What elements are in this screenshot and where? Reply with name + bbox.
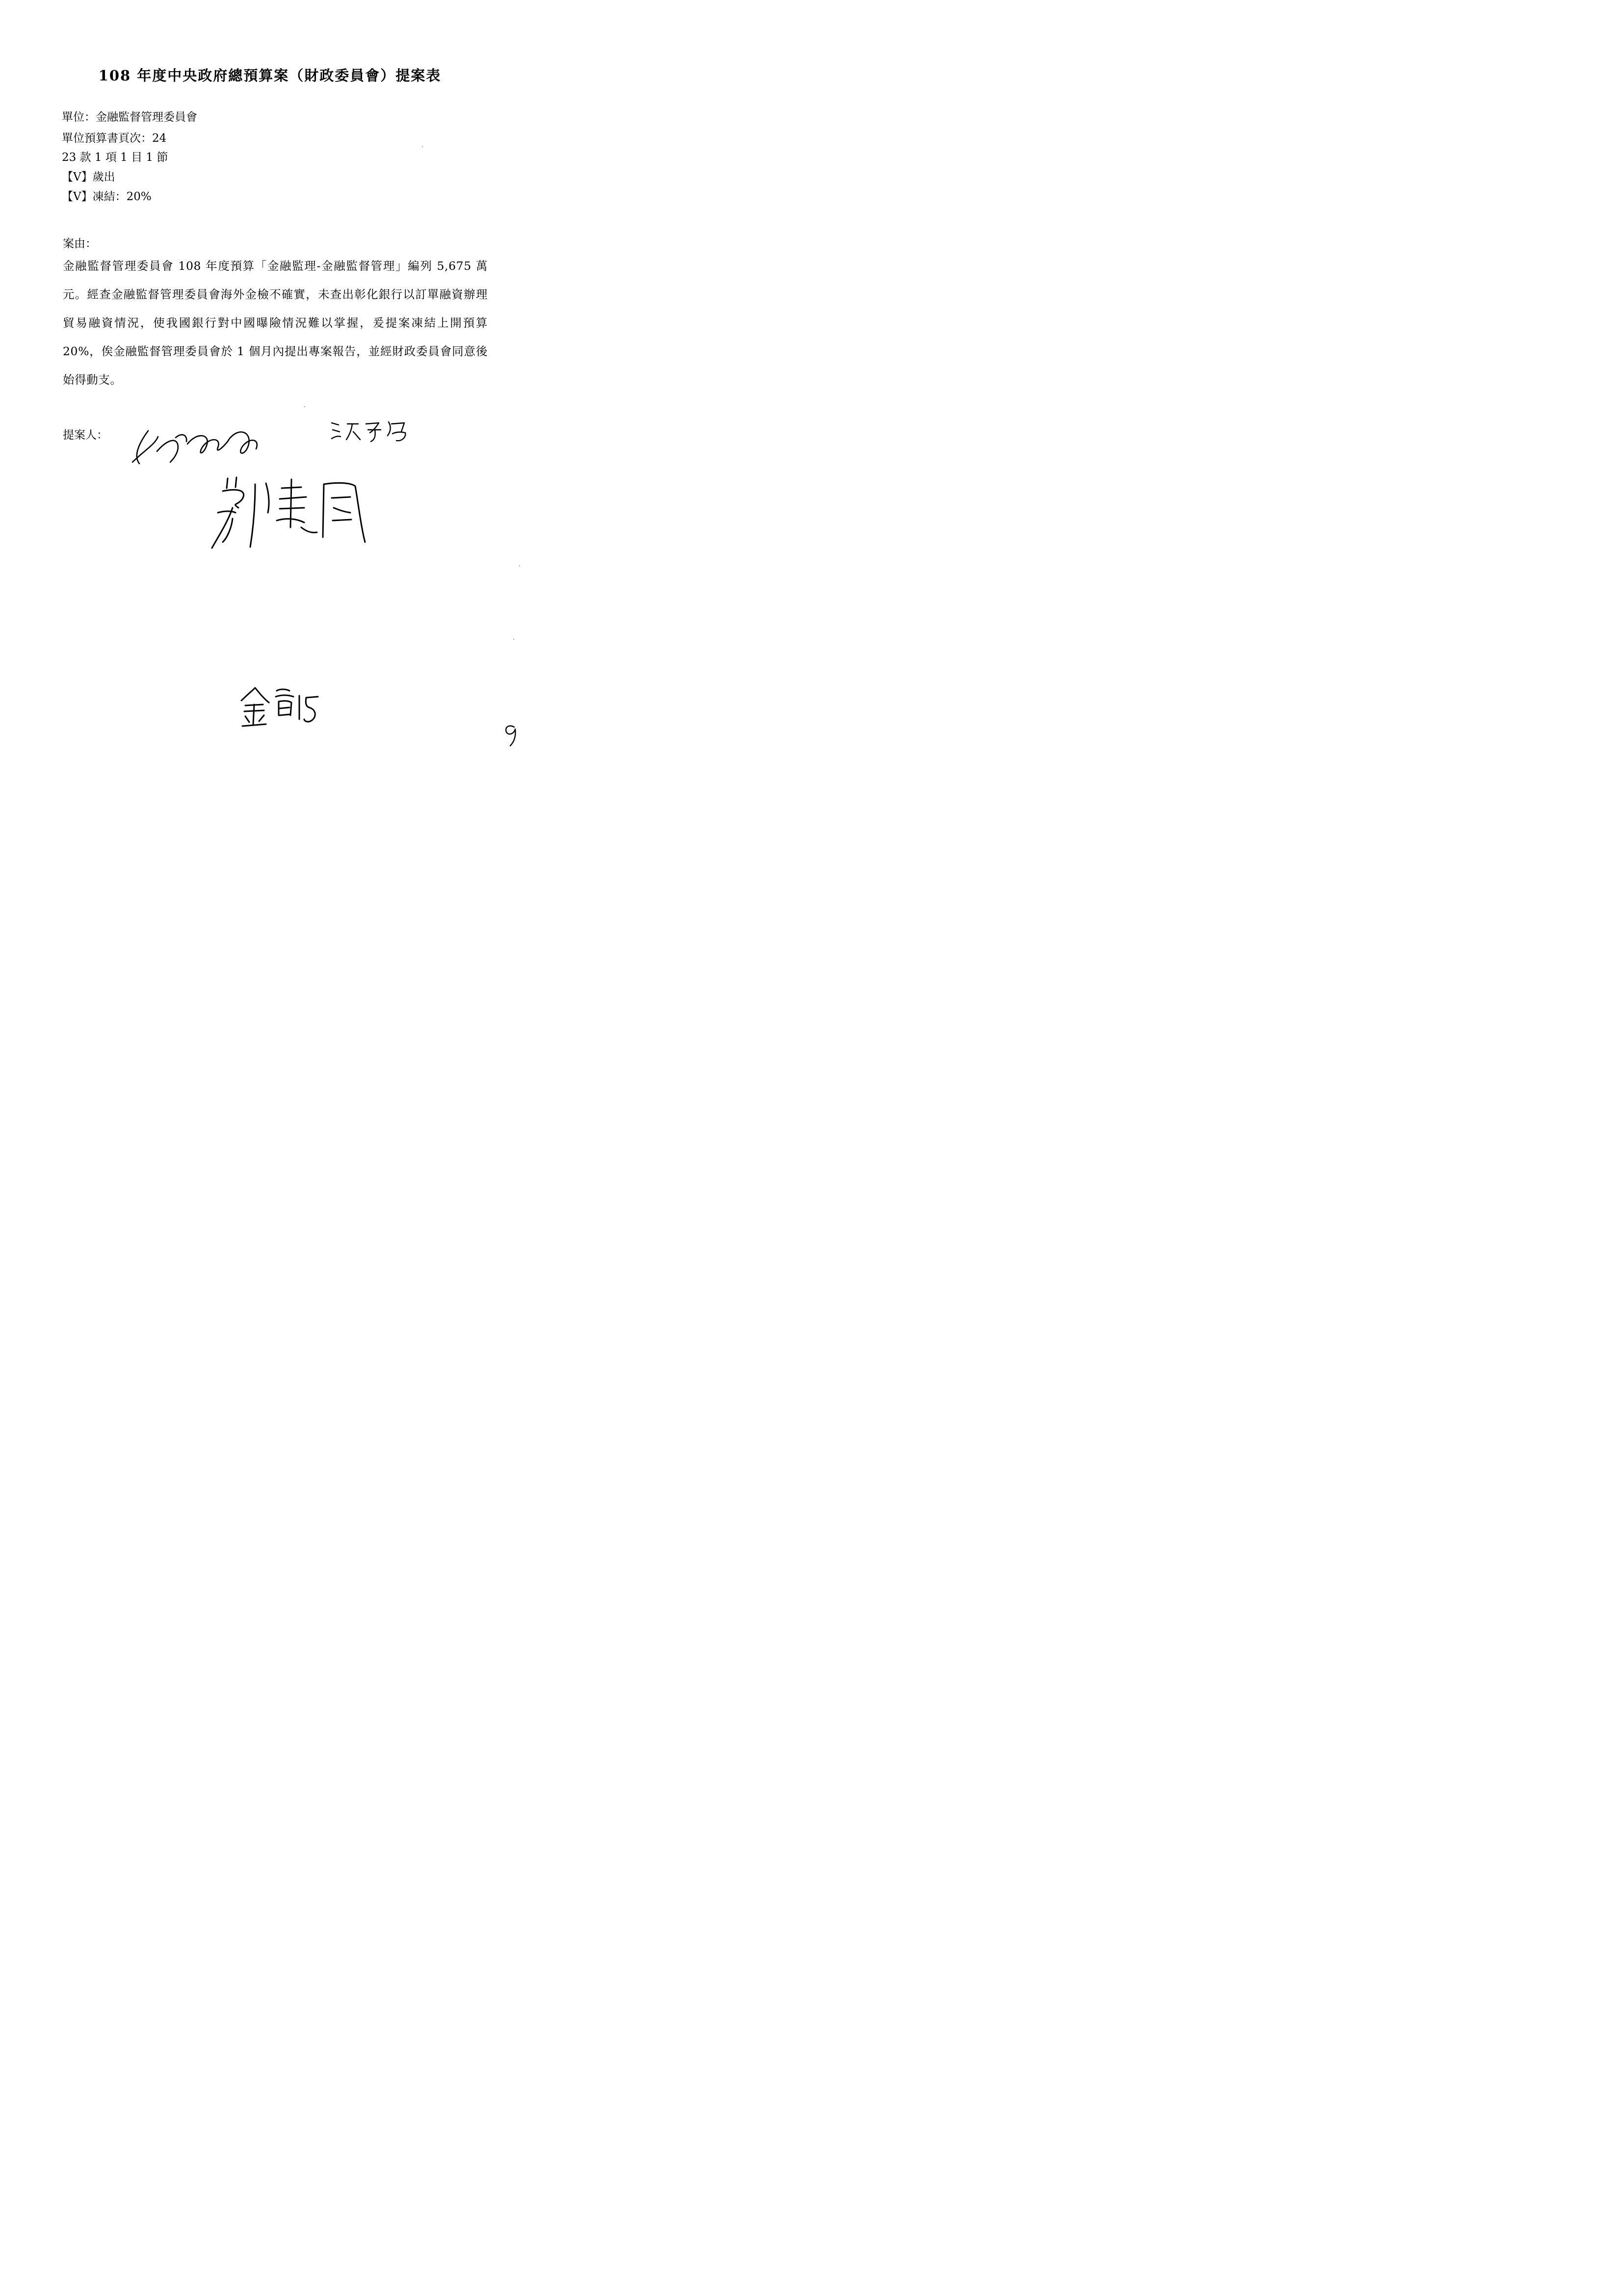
signature-1 [129, 417, 271, 471]
scan-speck [422, 146, 423, 147]
scan-speck [519, 565, 520, 566]
budget-page-line: 單位預算書頁次：24 [62, 132, 167, 145]
page-title: 108 年度中央政府總預算案（財政委員會）提案表 [98, 67, 442, 84]
budget-item-line: 23 款 1 項 1 目 1 節 [62, 151, 168, 164]
scan-speck [304, 406, 305, 407]
reason-text: 金融監督管理委員會 108 年度預算「金融監理-金融監督管理」編列 5,675 萬元。經查金融監督管理委員會海外金檢不確實，未查出彰化銀行以訂單融資辦理貿易融資情況，使我國銀行對中國曝險情況難以掌握，爰提案凍結上開預算 20%，俟金融監督管理委員會於 1 個月內提出專案報告，並經財政委員會同意後始得動支。 [63, 259, 488, 387]
scan-speck [513, 639, 514, 640]
proposer-label: 提案人： [63, 429, 108, 442]
reason-heading: 案由： [63, 237, 97, 250]
handwritten-code [235, 681, 323, 730]
signature-2 [328, 417, 416, 446]
unit-line: 單位：金融監督管理委員會 [62, 111, 197, 124]
expense-checkbox-line: 【V】歲出 [62, 171, 115, 183]
freeze-checkbox-line: 【V】凍結：20% [62, 190, 152, 203]
signature-3 [208, 473, 370, 552]
handwritten-page-number [499, 720, 524, 750]
